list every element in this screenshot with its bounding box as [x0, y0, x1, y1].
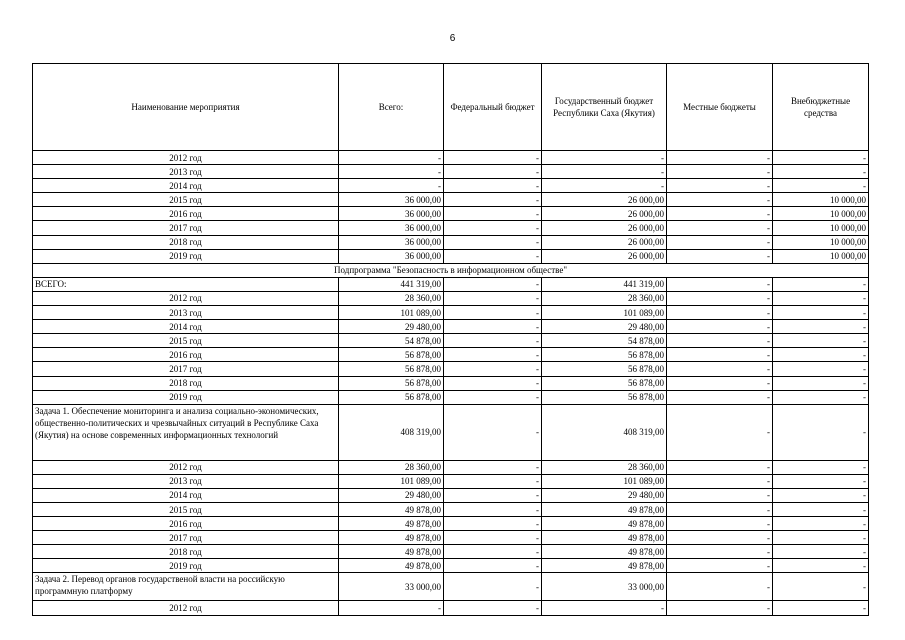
cell-offbudget: 10 000,00: [773, 235, 869, 249]
cell-total: -: [339, 601, 444, 615]
cell-total: -: [339, 165, 444, 179]
cell-federal: -: [444, 376, 542, 390]
cell-total: 29 480,00: [339, 320, 444, 334]
year-label: 2018 год: [33, 376, 339, 390]
cell-state: 28 360,00: [542, 291, 667, 305]
cell-offbudget: -: [773, 348, 869, 362]
cell-offbudget: -: [773, 376, 869, 390]
cell-local: -: [667, 221, 773, 235]
cell-local: -: [667, 531, 773, 545]
cell-offbudget: -: [773, 545, 869, 559]
cell-state: 56 878,00: [542, 362, 667, 376]
year-label: 2018 год: [33, 235, 339, 249]
header-offbudget: Внебюджетные средства: [773, 64, 869, 151]
table-row: [33, 263, 869, 277]
cell-offbudget: -: [773, 488, 869, 502]
year-label: 2016 год: [33, 348, 339, 362]
year-label: 2012 год: [33, 460, 339, 474]
header-state: Государственный бюджет Республики Саха (Якутия): [542, 64, 667, 151]
cell-state: 101 089,00: [542, 306, 667, 320]
cell-offbudget: -: [773, 362, 869, 376]
cell-state: 26 000,00: [542, 207, 667, 221]
cell-offbudget: -: [773, 306, 869, 320]
cell-state: 26 000,00: [542, 235, 667, 249]
cell-total: 36 000,00: [339, 221, 444, 235]
cell-total: 56 878,00: [339, 376, 444, 390]
cell-offbudget: -: [773, 460, 869, 474]
cell-offbudget: 10 000,00: [773, 249, 869, 263]
cell-federal: -: [444, 531, 542, 545]
cell-total: 28 360,00: [339, 460, 444, 474]
table-header-row: [33, 64, 869, 151]
cell-offbudget: -: [773, 277, 869, 291]
cell-state: 26 000,00: [542, 193, 667, 207]
cell-local: -: [667, 151, 773, 165]
task-name: Задача 2. Перевод органов государственой власти на российскую программную платформу: [33, 573, 339, 601]
table-row: [33, 404, 869, 460]
year-label: 2013 год: [33, 306, 339, 320]
table-row: [33, 306, 869, 320]
table-row: [33, 474, 869, 488]
cell-federal: -: [444, 460, 542, 474]
cell-state: 56 878,00: [542, 390, 667, 404]
cell-total: 36 000,00: [339, 235, 444, 249]
cell-local: -: [667, 235, 773, 249]
year-label: 2013 год: [33, 474, 339, 488]
table-row: [33, 517, 869, 531]
cell-offbudget: -: [773, 474, 869, 488]
year-label: 2014 год: [33, 179, 339, 193]
table-row: [33, 545, 869, 559]
cell-local: -: [667, 291, 773, 305]
table-row: [33, 460, 869, 474]
cell-local: -: [667, 559, 773, 573]
year-label: 2016 год: [33, 517, 339, 531]
cell-state: 28 360,00: [542, 460, 667, 474]
cell-state: 54 878,00: [542, 334, 667, 348]
table-row: [33, 193, 869, 207]
cell-offbudget: -: [773, 559, 869, 573]
table-row: [33, 531, 869, 545]
cell-federal: -: [444, 306, 542, 320]
table-row: [33, 207, 869, 221]
year-label: 2018 год: [33, 545, 339, 559]
cell-federal: -: [444, 601, 542, 615]
cell-local: -: [667, 488, 773, 502]
cell-local: -: [667, 460, 773, 474]
cell-offbudget: -: [773, 165, 869, 179]
year-label: 2015 год: [33, 334, 339, 348]
cell-federal: -: [444, 235, 542, 249]
task-name: Задача 1. Обеспечение мониторинга и анализа социально-экономических, общественно-политических и чрезвычайных ситуаций в Республике Саха (Якутия) на основе современных информационных технологий: [33, 404, 339, 460]
total-label: ВСЕГО:: [33, 277, 339, 291]
page-number: 6: [449, 33, 456, 44]
cell-federal: -: [444, 404, 542, 460]
cell-local: -: [667, 502, 773, 516]
year-label: 2014 год: [33, 488, 339, 502]
cell-total: 56 878,00: [339, 362, 444, 376]
cell-federal: -: [444, 221, 542, 235]
cell-state: 56 878,00: [542, 376, 667, 390]
cell-total: 408 319,00: [339, 404, 444, 460]
cell-offbudget: -: [773, 573, 869, 601]
cell-total: 36 000,00: [339, 249, 444, 263]
cell-offbudget: -: [773, 404, 869, 460]
subprogram-title: Подпрограмма "Безопасность в информационном обществе": [33, 263, 869, 277]
cell-offbudget: 10 000,00: [773, 193, 869, 207]
table-row: [33, 165, 869, 179]
cell-state: -: [542, 165, 667, 179]
cell-federal: -: [444, 348, 542, 362]
cell-offbudget: -: [773, 334, 869, 348]
year-label: 2017 год: [33, 221, 339, 235]
cell-total: 49 878,00: [339, 517, 444, 531]
cell-offbudget: -: [773, 179, 869, 193]
year-label: 2017 год: [33, 531, 339, 545]
cell-state: 29 480,00: [542, 320, 667, 334]
table-body: [33, 151, 869, 616]
cell-total: 54 878,00: [339, 334, 444, 348]
table-row: [33, 277, 869, 291]
cell-total: 33 000,00: [339, 573, 444, 601]
cell-total: 36 000,00: [339, 193, 444, 207]
cell-local: -: [667, 573, 773, 601]
table-row: [33, 249, 869, 263]
cell-local: -: [667, 320, 773, 334]
cell-local: -: [667, 207, 773, 221]
year-label: 2019 год: [33, 249, 339, 263]
cell-state: 29 480,00: [542, 488, 667, 502]
cell-local: -: [667, 390, 773, 404]
cell-total: 49 878,00: [339, 531, 444, 545]
cell-total: 101 089,00: [339, 474, 444, 488]
table-row: [33, 488, 869, 502]
cell-local: -: [667, 601, 773, 615]
cell-total: 36 000,00: [339, 207, 444, 221]
cell-state: 101 089,00: [542, 474, 667, 488]
cell-state: 49 878,00: [542, 559, 667, 573]
cell-offbudget: -: [773, 502, 869, 516]
cell-total: 441 319,00: [339, 277, 444, 291]
header-local: Местные бюджеты: [667, 64, 773, 151]
table-row: [33, 362, 869, 376]
cell-federal: -: [444, 179, 542, 193]
cell-total: -: [339, 179, 444, 193]
cell-state: 49 878,00: [542, 531, 667, 545]
cell-state: 49 878,00: [542, 545, 667, 559]
cell-federal: -: [444, 517, 542, 531]
cell-total: 49 878,00: [339, 559, 444, 573]
cell-federal: -: [444, 165, 542, 179]
cell-federal: -: [444, 249, 542, 263]
cell-state: -: [542, 179, 667, 193]
table-row: [33, 376, 869, 390]
cell-offbudget: -: [773, 517, 869, 531]
table-row: [33, 320, 869, 334]
cell-federal: -: [444, 151, 542, 165]
cell-federal: -: [444, 474, 542, 488]
cell-local: -: [667, 545, 773, 559]
table-row: [33, 559, 869, 573]
cell-total: 29 480,00: [339, 488, 444, 502]
cell-local: -: [667, 165, 773, 179]
cell-total: 56 878,00: [339, 348, 444, 362]
table-row: [33, 390, 869, 404]
cell-offbudget: -: [773, 601, 869, 615]
cell-total: 49 878,00: [339, 502, 444, 516]
cell-federal: -: [444, 362, 542, 376]
cell-local: -: [667, 193, 773, 207]
cell-local: -: [667, 376, 773, 390]
table-row: [33, 179, 869, 193]
table-row: [33, 348, 869, 362]
year-label: 2013 год: [33, 165, 339, 179]
cell-federal: -: [444, 390, 542, 404]
year-label: 2014 год: [33, 320, 339, 334]
year-label: 2019 год: [33, 559, 339, 573]
year-label: 2019 год: [33, 390, 339, 404]
cell-offbudget: -: [773, 320, 869, 334]
cell-state: -: [542, 151, 667, 165]
cell-state: 26 000,00: [542, 221, 667, 235]
header-total: Всего:: [339, 64, 444, 151]
cell-federal: -: [444, 502, 542, 516]
table-row: [33, 221, 869, 235]
year-label: 2012 год: [33, 151, 339, 165]
cell-state: 49 878,00: [542, 517, 667, 531]
cell-federal: -: [444, 334, 542, 348]
cell-local: -: [667, 306, 773, 320]
year-label: 2012 год: [33, 601, 339, 615]
cell-total: 56 878,00: [339, 390, 444, 404]
cell-offbudget: -: [773, 291, 869, 305]
cell-federal: -: [444, 573, 542, 601]
cell-state: 26 000,00: [542, 249, 667, 263]
table-row: [33, 502, 869, 516]
cell-local: -: [667, 517, 773, 531]
cell-federal: -: [444, 488, 542, 502]
cell-state: 408 319,00: [542, 404, 667, 460]
cell-offbudget: 10 000,00: [773, 221, 869, 235]
header-name: Наименование мероприятия: [33, 64, 339, 151]
cell-local: -: [667, 249, 773, 263]
cell-local: -: [667, 277, 773, 291]
cell-federal: -: [444, 193, 542, 207]
cell-total: -: [339, 151, 444, 165]
cell-federal: -: [444, 559, 542, 573]
cell-state: 56 878,00: [542, 348, 667, 362]
header-federal: Федеральный бюджет: [444, 64, 542, 151]
cell-total: 49 878,00: [339, 545, 444, 559]
cell-federal: -: [444, 320, 542, 334]
cell-offbudget: 10 000,00: [773, 207, 869, 221]
cell-state: 33 000,00: [542, 573, 667, 601]
table-row: [33, 601, 869, 615]
cell-local: -: [667, 362, 773, 376]
cell-state: 441 319,00: [542, 277, 667, 291]
cell-offbudget: -: [773, 151, 869, 165]
table-row: [33, 235, 869, 249]
cell-local: -: [667, 404, 773, 460]
budget-table: [32, 63, 869, 616]
table-row: [33, 573, 869, 601]
cell-offbudget: -: [773, 390, 869, 404]
table-row: [33, 291, 869, 305]
cell-federal: -: [444, 545, 542, 559]
cell-federal: -: [444, 277, 542, 291]
cell-local: -: [667, 179, 773, 193]
cell-total: 28 360,00: [339, 291, 444, 305]
cell-total: 101 089,00: [339, 306, 444, 320]
table-row: [33, 151, 869, 165]
cell-federal: -: [444, 207, 542, 221]
cell-federal: -: [444, 291, 542, 305]
year-label: 2012 год: [33, 291, 339, 305]
cell-state: 49 878,00: [542, 502, 667, 516]
year-label: 2015 год: [33, 502, 339, 516]
cell-local: -: [667, 334, 773, 348]
year-label: 2017 год: [33, 362, 339, 376]
cell-state: -: [542, 601, 667, 615]
cell-local: -: [667, 348, 773, 362]
cell-local: -: [667, 474, 773, 488]
year-label: 2016 год: [33, 207, 339, 221]
cell-offbudget: -: [773, 531, 869, 545]
year-label: 2015 год: [33, 193, 339, 207]
table-row: [33, 334, 869, 348]
